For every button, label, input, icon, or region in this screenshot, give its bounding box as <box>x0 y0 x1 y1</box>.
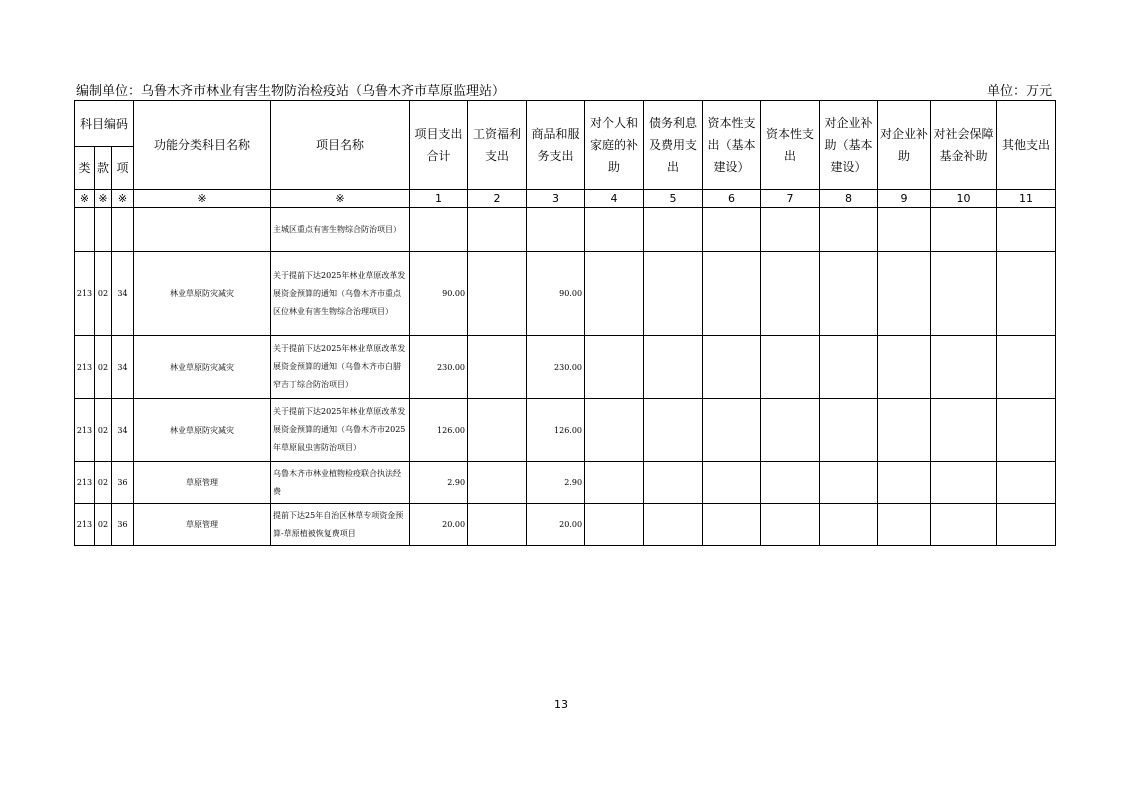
cell-kuan: 02 <box>95 252 112 336</box>
cell-wage <box>468 252 527 336</box>
header-func-name: 功能分类科目名称 <box>134 101 271 190</box>
marker-cell: ※ <box>112 190 134 208</box>
marker-cell: 8 <box>820 190 878 208</box>
header-proj-name: 项目名称 <box>271 101 410 190</box>
marker-cell: ※ <box>134 190 271 208</box>
table-row <box>75 336 1056 399</box>
marker-cell: 5 <box>644 190 703 208</box>
cell-func <box>134 208 271 252</box>
cell-func: 林业草原防灾减灾 <box>134 336 271 399</box>
marker-cell: 7 <box>761 190 820 208</box>
table-row <box>75 462 1056 504</box>
cell-xiang: 34 <box>112 252 134 336</box>
marker-cell: ※ <box>75 190 95 208</box>
header-c8: 对企业补助（基本建设） <box>820 101 878 190</box>
cell-kuan: 02 <box>95 462 112 504</box>
cell-func: 草原管理 <box>134 462 271 504</box>
table-row <box>75 208 1056 252</box>
cell-proj: 关于提前下达2025年林业草原改革发展资金预算的通知（乌鲁木齐市重点区位林业有害生物综合治理项目） <box>271 252 410 336</box>
cell-lei: 213 <box>75 504 95 546</box>
cell-total: 20.00 <box>410 504 468 546</box>
cell-xiang: 34 <box>112 336 134 399</box>
cell-lei <box>75 208 95 252</box>
table-row <box>75 399 1056 462</box>
header-kuan: 款 <box>95 147 112 190</box>
cell-proj: 主城区重点有害生物综合防治项目） <box>271 208 410 252</box>
cell-goods: 2.90 <box>527 462 585 504</box>
cell-func: 林业草原防灾减灾 <box>134 252 271 336</box>
header-c11: 其他支出 <box>997 101 1056 190</box>
marker-cell: ※ <box>95 190 112 208</box>
cell-wage <box>468 336 527 399</box>
header-xiang: 项 <box>112 147 134 190</box>
header-c9: 对企业补助 <box>878 101 931 190</box>
cell-lei: 213 <box>75 462 95 504</box>
cell-proj: 提前下达25年自治区林草专项资金预算-草原植被恢复费项目 <box>271 504 410 546</box>
cell-kuan: 02 <box>95 399 112 462</box>
cell-lei: 213 <box>75 336 95 399</box>
cell-xiang: 34 <box>112 399 134 462</box>
cell-proj: 关于提前下达2025年林业草原改革发展资金预算的通知（乌鲁木齐市白腊窄吉丁综合防治项目） <box>271 336 410 399</box>
marker-cell: ※ <box>271 190 410 208</box>
compiling-unit: 编制单位：乌鲁木齐市林业有害生物防治检疫站（乌鲁木齐市草原监理站） <box>76 84 506 99</box>
cell-goods: 126.00 <box>527 399 585 462</box>
header-code-group: 科目编码 <box>75 101 134 147</box>
cell-xiang: 36 <box>112 462 134 504</box>
cell-func: 林业草原防灾减灾 <box>134 399 271 462</box>
header-c2: 工资福利支出 <box>468 101 527 190</box>
header-c3: 商品和服务支出 <box>527 101 585 190</box>
marker-cell: 1 <box>410 190 468 208</box>
marker-cell: 6 <box>703 190 761 208</box>
table-row <box>75 252 1056 336</box>
marker-cell: 9 <box>878 190 931 208</box>
cell-lei: 213 <box>75 252 95 336</box>
header-c7: 资本性支出 <box>761 101 820 190</box>
page-number: 13 <box>554 698 568 711</box>
cell-total: 230.00 <box>410 336 468 399</box>
cell-xiang: 36 <box>112 504 134 546</box>
cell-goods: 230.00 <box>527 336 585 399</box>
cell-func: 草原管理 <box>134 504 271 546</box>
marker-cell: 11 <box>997 190 1056 208</box>
cell-wage <box>468 462 527 504</box>
header-c1: 项目支出合计 <box>410 101 468 190</box>
cell-goods: 20.00 <box>527 504 585 546</box>
expenditure-table <box>74 100 1056 546</box>
cell-total <box>410 208 468 252</box>
cell-total: 90.00 <box>410 252 468 336</box>
cell-kuan: 02 <box>95 504 112 546</box>
cell-total: 126.00 <box>410 399 468 462</box>
cell-wage <box>468 399 527 462</box>
marker-cell: 3 <box>527 190 585 208</box>
currency-unit: 单位：万元 <box>986 84 1052 99</box>
header-c5: 债务利息及费用支出 <box>644 101 703 190</box>
header-c4: 对个人和家庭的补助 <box>585 101 644 190</box>
cell-kuan: 02 <box>95 336 112 399</box>
header-c6: 资本性支出（基本建设） <box>703 101 761 190</box>
cell-wage <box>468 208 527 252</box>
cell-lei: 213 <box>75 399 95 462</box>
cell-goods <box>527 208 585 252</box>
marker-cell: 10 <box>931 190 997 208</box>
cell-wage <box>468 504 527 546</box>
cell-total: 2.90 <box>410 462 468 504</box>
header-c10: 对社会保障基金补助 <box>931 101 997 190</box>
table-row <box>75 504 1056 546</box>
marker-cell: 2 <box>468 190 527 208</box>
cell-xiang <box>112 208 134 252</box>
header-lei: 类 <box>75 147 95 190</box>
cell-goods: 90.00 <box>527 252 585 336</box>
cell-kuan <box>95 208 112 252</box>
cell-proj: 乌鲁木齐市林业植物检疫联合执法经费 <box>271 462 410 504</box>
marker-cell: 4 <box>585 190 644 208</box>
cell-proj: 关于提前下达2025年林业草原改革发展资金预算的通知（乌鲁木齐市2025年草原鼠虫害防治项目） <box>271 399 410 462</box>
